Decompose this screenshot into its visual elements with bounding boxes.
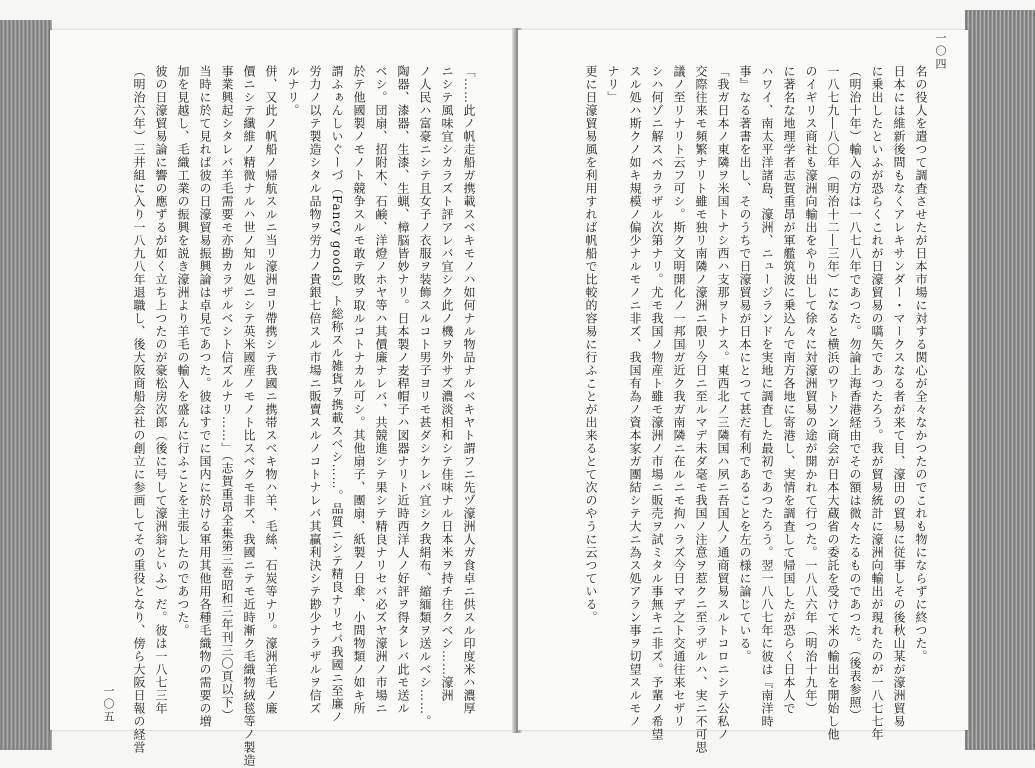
text-line: 労力ノ以テ製造シタル品物ヲ労力ノ貴銀七倍スル市場ニ販賣スルノコトナレバ其贏利決シテ尠少ナラザルヲ信ズ — [308, 65, 322, 715]
text-line: 謂ふぁんしいぐーづ（Fancy goods）ト総称スル雑貨ヲ携載スベシ……。品質ニシテ精良ナリセバ我國ニ至廉ノ — [330, 65, 344, 724]
text-line: ベシ。団扇、招附木、石鹸、洋燈ノホヤ等ハ其價廉ナレバ、共競進シテ果シテ精良ナリセバ必ズヤ濠洲ノ市場ニ — [374, 65, 388, 715]
right-page-text — [580, 65, 932, 754]
page-number-left: 一〇五 — [102, 685, 115, 724]
text-line: 陶器、漆器、生漆、生蝋、樟脳皆妙ナリ。日本製ノ麦稈帽子ハ図器ナリト近時西洋人ノ好評ヲ得タレバ此モ送ル — [396, 65, 410, 715]
text-line: ナリ」 — [606, 65, 620, 104]
page-number-right: 一〇四 — [934, 32, 947, 71]
text-line: 價ニシテ纖維ノ精微ナルハ世ノ知ル処ニシテ英米國産ノモノト比スベクモ非ズ、我國ニテモ近時漸ク毛織物絨毯等ノ製造 — [242, 65, 256, 767]
text-line: のイギリス商社も濠洲向輸出をやり出して徐々に対濠洲貿易の途が開かれて行つた。一八八六年（明治十九年） — [804, 65, 818, 715]
text-line: に著名な地理学者志賀重昂が軍艦筑波に乗込んで南方各地に寄港し、実情を調査して帰国したが恐らく日本人で — [782, 65, 796, 715]
book-edge-right — [965, 10, 1035, 750]
text-line: 議ノ至リナリト云フ可シ。斯ク文明開化ノ一邦国ガ近ク我ガ南隣ニ在ルニモ拘ハラズ今日マデ之ト交通往来セザリ — [672, 65, 686, 728]
right-page — [518, 30, 968, 754]
text-line: 一八七九―八〇年（明治十二―三年）になると横浜のワトソン商会が日本大蔵省の委託を受けて米の輸出を開始し他 — [826, 65, 840, 741]
text-line: ハワイ、南太平洋諸島、濠洲、ニュージランドを実地に調査した最初であつたろう。翌一八八七年に彼は『南洋時 — [760, 65, 774, 728]
text-line: （明治六年）三井組に入り一八九八年退職し、後大阪商船会社の創立に参画してその重役となり、傍ら大阪日報の経営 — [132, 65, 146, 754]
text-line: 更に日濠貿易風を利用すれば帆船で比較的容易に行ふことが出来るとて次のやうに云つている。 — [584, 65, 598, 624]
text-line: に乗出したといふが恐らくこれが日濠貿易の嚆矢であつたろう。我が貿易統計に濠洲向輸出が現れたのが一八七七年 — [870, 65, 884, 741]
text-line: 彼の日濠貿易論に響の應ずるが如く立ち上つたのが豪松房次郎（後に号して濠洲翁といふ）だ。彼は一八七三年 — [154, 65, 168, 715]
text-line: 日本には維新後間もなくアレキサンダー・マークスなる者が来て目、濠田の貿易に従事しその後秋山某が濠洲貿易 — [892, 65, 906, 728]
text-line: 「……此ノ帆走船ガ携載スベキモノハ如何ナル物品ナルベキヤト謂フニ先ヅ濠洲人ガ食卓ニ供スル印度米ハ濃厚 — [462, 65, 476, 715]
text-line: 「我ガ日本ノ東隣ヲ米国トナシ西ハ支那ヲトナス。東西北ノ三隣国ハ夙ニ吾国人ノ通商貿易スルトコロニシテ公私ノ — [716, 65, 730, 741]
text-line: 事業興起シタレバ羊毛需要モ亦勘カラザルベシト信ズルナリ……」（志賀重昂全集第三巻昭和三年刊三〇頁以下） — [220, 65, 234, 722]
book-edge-left — [0, 20, 52, 750]
text-line: 事』なる著書を出し、そのうちで日濠貿易が日本にとつて甚だ有利であることを左の様に論じている。 — [738, 65, 752, 663]
text-line: スル処ハ斯クノ如キ規模ノ偏少ナルモノニ非ズ、我国有為ノ資本家ガ團結シテ大ニ為ス処アラン事ヲ切望スルモノ — [628, 65, 642, 728]
text-line: 併、又此ノ帆船ノ帰航スルニ当リ濠洲ヨリ帶携シテ我國ニ携帯スベキ物ハ羊、毛絲、石炭等ナリ。濠洲羊毛ノ廉 — [264, 65, 278, 715]
text-line: ルナリ。 — [286, 65, 300, 117]
left-page — [50, 30, 515, 767]
text-line: 於テ他國製ノモノト競争スルモ敢テ敗ヲ取ルコトナカル可シ。其他扇子、團扇、紙製ノ日傘、小間物類ノ如キ所 — [352, 65, 366, 715]
left-page-text — [128, 65, 480, 767]
text-line: 交際往来モ頻繁ナリト雖モ独リ南隣ノ濠洲ニ限リ今日ニ至ルマデ未ダ毫モ我国ノ注意ヲ惹クニ至ラザルハ、実ニ不可思 — [694, 65, 708, 754]
text-line: シハ何ゾニ解スベカラザル次第ナリ。尤モ我国ノ物産ト雖モ濠洲ノ市場ニ販売ヲ試ミタル事無キニ非ズ。予輩ノ希望 — [650, 65, 664, 741]
text-line: 当時に於て見れば彼の日濠貿易振興論は卓見であつた。彼はすでに国内に於ける軍用其他用各種毛織物の需要の増 — [198, 65, 212, 728]
text-line: 名の役人を遣つて調査させたが日本市場に対する関心が全々なかつたのでこれも物にならずに終つた。 — [914, 65, 928, 663]
text-line: 加を見越し、毛織工業の振興を説き濠洲より羊毛の輸入を盛んに行ふことを主張したのであつた。 — [176, 65, 190, 637]
text-line: ニシテ風味宜シカラズト評アレバ宜シク此ノ機ヲ外サズ濃淡相和シテ佳味ナル日本米ヲ持チ往クベシ……濠洲 — [440, 65, 454, 702]
text-line: （明治十年）輸入の方は一八七八年であつた。勿論上海香港経由でその額は微々たるものであつた。（後表参照） — [848, 65, 862, 722]
text-line: ノ人民ハ富豪ニシテ且女子ノ衣服ヲ装飾スルコト男子ヨリモ甚ダシケレバ宜シク我絹布、縮緬類ヲ送ルベシ……。 — [418, 65, 432, 728]
